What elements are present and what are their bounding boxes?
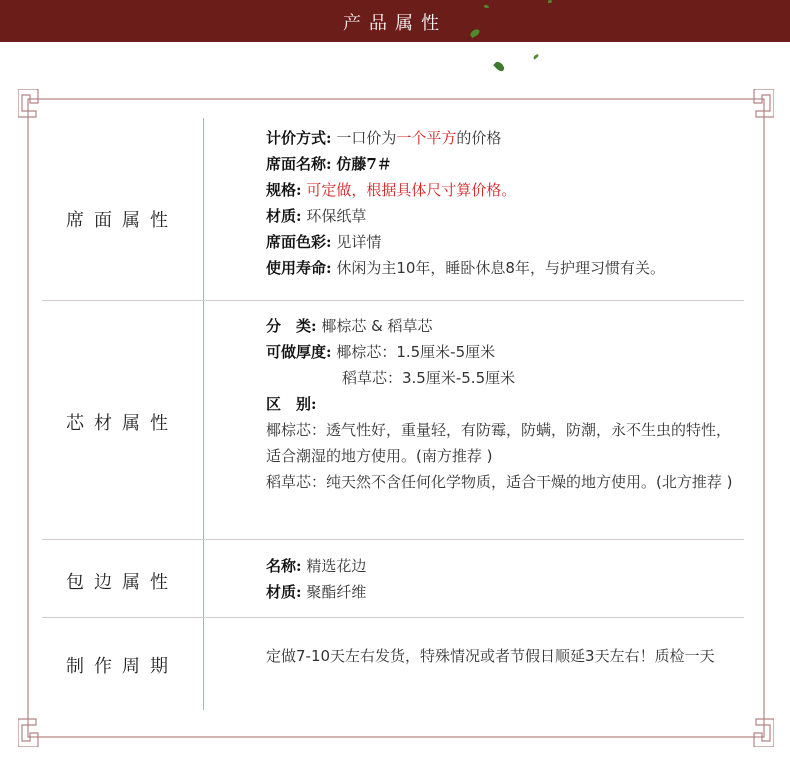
section-label-core: 芯材属性 bbox=[66, 413, 178, 434]
difference-row bbox=[266, 391, 736, 417]
difference-straw: 稻草芯：纯天然不含任何化学物质，适合干燥的地方使用。(北方推荐 ) bbox=[266, 473, 733, 491]
row-divider bbox=[42, 617, 744, 618]
row-divider bbox=[42, 539, 744, 540]
pricing-label: 计价方式: bbox=[266, 129, 332, 147]
edge-name-value: 精选花边 bbox=[306, 557, 367, 575]
difference-coconut: 椰棕芯：透气性好，重量轻，有防霉，防螨，防潮，永不生虫的特性，适合潮湿的地方使用。(南方推荐 ) bbox=[266, 421, 732, 465]
edge-material-row bbox=[266, 579, 756, 605]
leaf-decoration bbox=[493, 60, 506, 73]
edge-material-value: 聚酯纤维 bbox=[306, 583, 367, 601]
column-divider bbox=[203, 118, 204, 710]
section-content-cycle bbox=[266, 643, 746, 669]
color-label: 席面色彩: bbox=[266, 233, 332, 251]
core-type-label: 分 类: bbox=[266, 317, 317, 335]
spec-value: 可定做，根据具体尺寸算价格。 bbox=[306, 181, 517, 199]
row-divider bbox=[42, 300, 744, 301]
pricing-highlight: 一个平方 bbox=[396, 129, 457, 147]
lifespan-label: 使用寿命: bbox=[266, 259, 332, 277]
thickness-value-straw: 稻草芯：3.5厘米-5.5厘米 bbox=[342, 369, 516, 387]
mat-name-row bbox=[266, 151, 756, 177]
section-label-cycle: 制作周期 bbox=[66, 656, 178, 677]
section-content-edge bbox=[266, 553, 756, 605]
mat-name-label: 席面名称: bbox=[266, 155, 332, 173]
difference-label: 区 别: bbox=[266, 395, 317, 413]
banner-title: 产品属性 bbox=[343, 13, 447, 34]
leaf-decoration bbox=[533, 53, 540, 59]
spec-row bbox=[266, 177, 756, 203]
cycle-text: 定做7-10天左右发货，特殊情况或者节假日顺延3天左右！质检一天 bbox=[266, 647, 715, 665]
thickness-value-coconut: 椰棕芯：1.5厘米-5厘米 bbox=[336, 343, 496, 361]
section-label-mat: 席面属性 bbox=[66, 210, 178, 231]
material-label: 材质: bbox=[266, 207, 302, 225]
material-row bbox=[266, 203, 756, 229]
edge-material-label: 材质: bbox=[266, 583, 302, 601]
section-label-edge: 包边属性 bbox=[66, 572, 178, 593]
spec-label: 规格: bbox=[266, 181, 302, 199]
lifespan-value: 休闲为主10年，睡卧休息8年，与护理习惯有关。 bbox=[336, 259, 665, 277]
edge-name-label: 名称: bbox=[266, 557, 302, 575]
thickness-label: 可做厚度: bbox=[266, 343, 332, 361]
color-row bbox=[266, 229, 756, 255]
core-type-value: 椰棕芯 & 稻草芯 bbox=[321, 317, 433, 335]
pricing-suffix: 的价格 bbox=[456, 129, 502, 147]
color-value: 见详情 bbox=[336, 233, 382, 251]
pricing-row bbox=[266, 125, 756, 151]
material-value: 环保纸草 bbox=[306, 207, 367, 225]
leaf-decoration bbox=[548, 0, 552, 3]
lifespan-row bbox=[266, 255, 756, 281]
thickness-row-2 bbox=[266, 365, 736, 391]
pricing-text: 一口价为 bbox=[336, 129, 397, 147]
section-content-core bbox=[266, 313, 736, 495]
section-content-mat bbox=[266, 125, 756, 281]
thickness-row bbox=[266, 339, 736, 365]
core-type-row bbox=[266, 313, 736, 339]
header-banner bbox=[0, 0, 790, 42]
mat-name-value: 仿藤7＃ bbox=[336, 155, 392, 173]
edge-name-row bbox=[266, 553, 756, 579]
